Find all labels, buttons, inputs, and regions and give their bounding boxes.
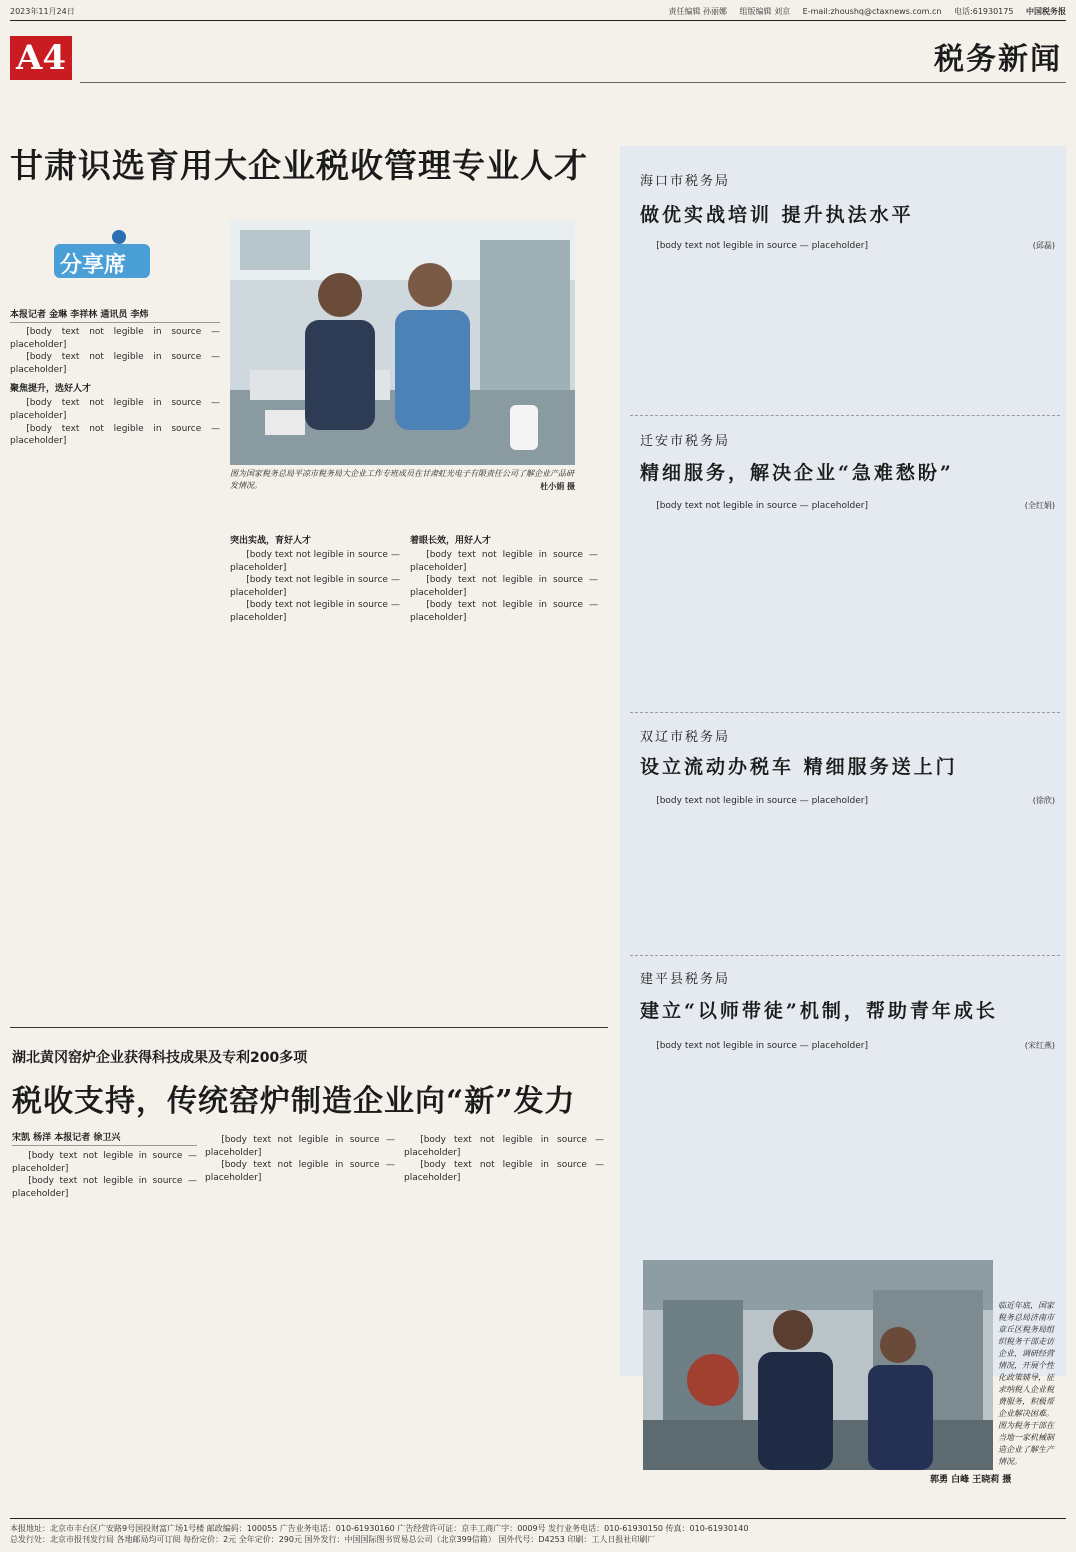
masthead-info (658, 6, 1066, 17)
second-byline: 宋凯 杨洋 本报记者 徐卫兴 (12, 1130, 197, 1146)
bureau-name: 迁安市税务局 (640, 434, 731, 449)
brief-text: [body text not legible in source — placeholder] (全红娟) (656, 501, 1055, 511)
body-paragraph: [body text not legible in source — placeholder] (10, 327, 220, 350)
photo-credit: 杜小娟 摄 (540, 481, 575, 491)
body-paragraph: [body text not legible in source — placeholder] (10, 398, 220, 421)
bottom-photo (643, 1260, 993, 1470)
body-paragraph: [body text not legible in source — placeholder] (205, 1160, 395, 1183)
brief-sign: (全红娟) (1024, 501, 1055, 510)
body-paragraph: [body text not legible in source — placeholder] (230, 550, 400, 573)
bureau-name: 海口市税务局 (640, 174, 731, 189)
body-paragraph: [body text not legible in source — placeholder] (230, 600, 400, 623)
lead-column-2 (230, 528, 400, 625)
article-divider (10, 1027, 608, 1028)
brief-title[interactable]: 做优实战培训 提升执法水平 (640, 204, 914, 226)
brief-title[interactable]: 设立流动办税车 精细服务送上门 (640, 756, 958, 778)
brief-text: [body text not legible in source — placeholder] (宋红燕) (656, 1041, 1055, 1051)
second-column-3 (404, 1134, 604, 1184)
microphone-icon (112, 230, 126, 244)
body-paragraph: [body text not legible in source — placeholder] (410, 575, 598, 598)
brief-body (640, 795, 1055, 808)
brief-text: [body text not legible in source — placeholder] (徐欣) (656, 796, 1055, 806)
brief-text: [body text not legible in source — placeholder] (邱磊) (656, 241, 1055, 251)
brief-title[interactable]: 建立“以师带徒”机制，帮助青年成长 (640, 1000, 998, 1022)
colophon-line: 总发行处：北京市报刊发行局 各地邮局均可订阅 每份定价：2元 全年定价：290元 国外发行：中国国际图书贸易总公司（北京399信箱） 国外代号：D4253 印刷：工人日报社印刷厂 (10, 1535, 656, 1544)
body-paragraph: [body text not legible in source — placeholder] (230, 575, 400, 598)
brief-separator (630, 415, 1060, 416)
body-paragraph: [body text not legible in source — placeholder] (410, 600, 598, 623)
colophon (10, 1518, 1066, 1545)
body-paragraph: [body text not legible in source — placeholder] (404, 1135, 604, 1158)
subhead: 着眼长效，用好人才 (410, 536, 492, 546)
page-number: A4 (10, 36, 72, 80)
bottom-photo-caption: 临近年底，国家税务总局济南市章丘区税务局组织税务干部走访企业，调研经营情况，开展个性化政策辅导，征求纳税人企业税费服务，积极帮企业解决困难。图为税务干部在当地一家机械制造企业了解生产情况。 (998, 1301, 1054, 1466)
masthead-bar (10, 6, 1066, 20)
lead-column-3 (410, 528, 598, 625)
brief-body (640, 240, 1055, 253)
bottom-photo-credit: 郭勇 白峰 王晓莉 摄 (930, 1475, 1012, 1485)
logo-text: 分享席 (60, 252, 127, 278)
second-kicker: 湖北黄冈窑炉企业获得科技成果及专利200多项 (12, 1050, 308, 1066)
paper-name: 中国税务报 (1026, 7, 1066, 16)
bureau-name: 建平县税务局 (640, 972, 731, 987)
subhead: 突出实战，育好人才 (230, 536, 312, 546)
factory-photo-illustration (643, 1260, 993, 1470)
lead-photo-caption (230, 468, 575, 492)
brief-sign: (宋红燕) (1024, 1041, 1055, 1050)
caption-text: 图为国家税务总局平凉市税务局大企业工作专班成员在甘肃虹光电子有限责任公司了解企业产品研发情况。 (230, 469, 574, 490)
bureau-name: 双辽市税务局 (640, 730, 731, 745)
lead-photo (230, 220, 575, 465)
editor: 责任编辑 孙丽娜 (668, 7, 727, 16)
body-paragraph: [body text not legible in source — placeholder] (410, 550, 598, 573)
issue-date: 2023年11月24日 (10, 7, 75, 16)
brief-body (640, 1040, 1055, 1053)
body-paragraph: [body text not legible in source — placeholder] (404, 1160, 604, 1183)
lead-column-1 (10, 326, 220, 448)
top-rule (10, 20, 1066, 21)
lead-byline: 本报记者 金琳 李祥林 通讯员 李炜 (10, 307, 220, 323)
email[interactable]: E-mail:zhoushq@ctaxnews.com.cn (802, 7, 942, 16)
subhead: 聚焦提升，选好人才 (10, 384, 92, 395)
brief-sign: (邱磊) (1032, 241, 1055, 250)
brief-separator (630, 955, 1060, 956)
section-rule (80, 82, 1066, 83)
second-column-2 (205, 1134, 395, 1184)
body-paragraph: [body text not legible in source — placeholder] (205, 1135, 395, 1158)
second-column-1 (12, 1150, 197, 1200)
body-paragraph: [body text not legible in source — placeholder] (12, 1176, 197, 1199)
second-headline[interactable]: 税收支持，传统窑炉制造企业向“新”发力 (12, 1084, 576, 1119)
body-paragraph: [body text not legible in source — placeholder] (10, 352, 220, 375)
brief-body (640, 500, 1055, 513)
lead-headline[interactable]: 甘肃识选育用大企业税收管理专业人才 (10, 146, 588, 185)
section-title: 税务新闻 (934, 42, 1062, 77)
brief-title[interactable]: 精细服务，解决企业“急难愁盼” (640, 462, 954, 484)
phone: 电话:61930175 (954, 7, 1014, 16)
body-paragraph: [body text not legible in source — placeholder] (12, 1151, 197, 1174)
lab-photo-illustration (230, 220, 575, 465)
share-column-logo (48, 230, 166, 288)
brief-separator (630, 712, 1060, 713)
colophon-line: 本报地址：北京市丰台区广安路9号国投财富广场1号楼 邮政编码：100055 广告业务电话：010-61930160 广告经营许可证：京丰工商广字：0009号 发行业务电话：010-61930150 传真：010-61930140 (10, 1524, 749, 1533)
body-paragraph: [body text not legible in source — placeholder] (10, 423, 220, 447)
layout-editor: 组版编辑 刘京 (739, 7, 791, 16)
brief-sign: (徐欣) (1032, 796, 1055, 805)
